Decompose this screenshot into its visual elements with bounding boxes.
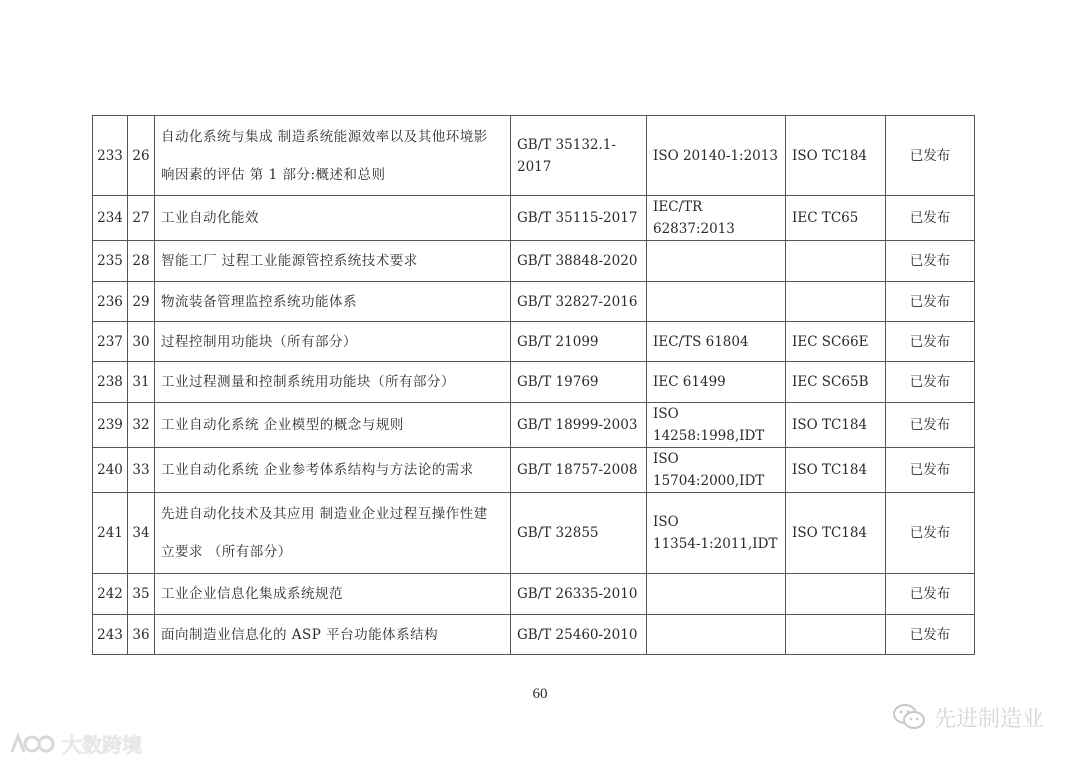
table-row (93, 403, 975, 448)
row-index: 241 (93, 493, 128, 574)
row-sub-index: 30 (128, 322, 155, 362)
tech-committee: IEC SC65B (786, 362, 886, 403)
standard-name-line: 工业自动化系统 企业参考体系结构与方法论的需求 (161, 462, 474, 478)
standard-name-line: 自动化系统与集成 制造系统能源效率以及其他环境影 (161, 128, 488, 145)
standard-name (155, 196, 511, 241)
intl-standard (647, 282, 786, 322)
standard-name (155, 362, 511, 403)
tech-committee: IEC TC65 (786, 196, 886, 241)
intl-standard-line: ISO 15704:2000,IDT (653, 451, 765, 489)
table-row (93, 282, 975, 322)
status: 已发布 (886, 322, 975, 362)
row-sub-index: 29 (128, 282, 155, 322)
row-index: 242 (93, 574, 128, 615)
tech-committee: ISO TC184 (786, 448, 886, 493)
standard-name (155, 282, 511, 322)
standard-name (155, 241, 511, 282)
intl-standard-line: 11354-1:2011,IDT (653, 536, 778, 552)
row-sub-index: 33 (128, 448, 155, 493)
row-sub-index: 28 (128, 241, 155, 282)
gb-number: GB/T 25460-2010 (511, 615, 647, 655)
intl-standard-line: IEC 61499 (653, 374, 726, 390)
status: 已发布 (886, 116, 975, 196)
standard-name (155, 574, 511, 615)
status: 已发布 (886, 282, 975, 322)
row-sub-index: 31 (128, 362, 155, 403)
intl-standard (647, 615, 786, 655)
table-row (93, 362, 975, 403)
table-row (93, 196, 975, 241)
standard-name-line: 面向制造业信息化的 ASP 平台功能体系结构 (161, 626, 439, 643)
intl-standard (647, 196, 786, 241)
gb-number: GB/T 35132.1-2017 (511, 116, 647, 196)
watermark-right (892, 699, 1044, 735)
table-row (93, 116, 975, 196)
intl-standard (647, 362, 786, 403)
intl-standard (647, 116, 786, 196)
status: 已发布 (886, 615, 975, 655)
intl-standard-line: ISO 20140-1:2013 (653, 147, 778, 164)
table-row (93, 241, 975, 282)
row-sub-index: 26 (128, 116, 155, 196)
standard-name-line: 工业自动化能效 (161, 210, 259, 226)
standards-table (92, 115, 975, 655)
row-index: 233 (93, 116, 128, 196)
status: 已发布 (886, 574, 975, 615)
gb-number: GB/T 38848-2020 (511, 241, 647, 282)
gb-number: GB/T 21099 (511, 322, 647, 362)
standard-name-line: 工业企业信息化集成系统规范 (161, 586, 343, 602)
table-row (93, 322, 975, 362)
row-index: 238 (93, 362, 128, 403)
intl-standard (647, 322, 786, 362)
status: 已发布 (886, 448, 975, 493)
standard-name (155, 493, 511, 574)
standard-name-line: 物流装备管理监控系统功能体系 (161, 293, 357, 310)
row-index: 237 (93, 322, 128, 362)
page-number: 60 (532, 686, 548, 702)
tech-committee (786, 241, 886, 282)
row-index: 239 (93, 403, 128, 448)
tech-committee: ISO TC184 (786, 403, 886, 448)
status: 已发布 (886, 196, 975, 241)
status: 已发布 (886, 241, 975, 282)
tech-committee (786, 574, 886, 615)
row-sub-index: 34 (128, 493, 155, 574)
gb-number: GB/T 32855 (511, 493, 647, 574)
row-sub-index: 32 (128, 403, 155, 448)
tech-committee (786, 282, 886, 322)
row-index: 234 (93, 196, 128, 241)
intl-standard-line: IEC/TR 62837:2013 (653, 199, 735, 237)
standard-name (155, 448, 511, 493)
intl-standard-line: IEC/TS 61804 (653, 333, 749, 350)
table-row (93, 574, 975, 615)
standard-name (155, 322, 511, 362)
bigdata-logo-icon (8, 730, 56, 756)
watermark-left (8, 728, 142, 758)
tech-committee (786, 615, 886, 655)
table-row (93, 615, 975, 655)
table-row (93, 448, 975, 493)
tech-committee: ISO TC184 (786, 116, 886, 196)
standard-name-line: 响因素的评估 第 1 部分:概述和总则 (161, 166, 386, 183)
watermark-left-text: 大数跨境 (62, 732, 142, 757)
standard-name-line: 工业过程测量和控制系统用功能块（所有部分） (161, 374, 455, 390)
row-sub-index: 27 (128, 196, 155, 241)
row-index: 236 (93, 282, 128, 322)
standard-name (155, 615, 511, 655)
status: 已发布 (886, 493, 975, 574)
intl-standard (647, 574, 786, 615)
intl-standard (647, 493, 786, 574)
gb-number: GB/T 19769 (511, 362, 647, 403)
status: 已发布 (886, 403, 975, 448)
gb-number: GB/T 18999-2003 (511, 403, 647, 448)
standard-name (155, 116, 511, 196)
intl-standard (647, 448, 786, 493)
standard-name (155, 403, 511, 448)
gb-number: GB/T 18757-2008 (511, 448, 647, 493)
watermark-right-text: 先进制造业 (933, 706, 1044, 732)
intl-standard-line: ISO (653, 514, 679, 530)
wechat-icon (892, 702, 926, 732)
standard-name-line: 工业自动化系统 企业模型的概念与规则 (161, 417, 404, 433)
tech-committee: IEC SC66E (786, 322, 886, 362)
row-index: 235 (93, 241, 128, 282)
row-index: 243 (93, 615, 128, 655)
row-sub-index: 35 (128, 574, 155, 615)
intl-standard (647, 241, 786, 282)
table-row (93, 493, 975, 574)
gb-number: GB/T 35115-2017 (511, 196, 647, 241)
gb-number: GB/T 32827-2016 (511, 282, 647, 322)
standard-name-line: 先进自动化技术及其应用 制造业企业过程互操作性建 (161, 506, 488, 522)
standard-name-line: 过程控制用功能块（所有部分） (161, 333, 357, 350)
intl-standard (647, 403, 786, 448)
tech-committee: ISO TC184 (786, 493, 886, 574)
standard-name-line: 立要求 （所有部分） (161, 544, 292, 560)
row-index: 240 (93, 448, 128, 493)
gb-number: GB/T 26335-2010 (511, 574, 647, 615)
status: 已发布 (886, 362, 975, 403)
intl-standard-line: ISO 14258:1998,IDT (653, 406, 765, 444)
standard-name-line: 智能工厂 过程工业能源管控系统技术要求 (161, 253, 418, 269)
row-sub-index: 36 (128, 615, 155, 655)
